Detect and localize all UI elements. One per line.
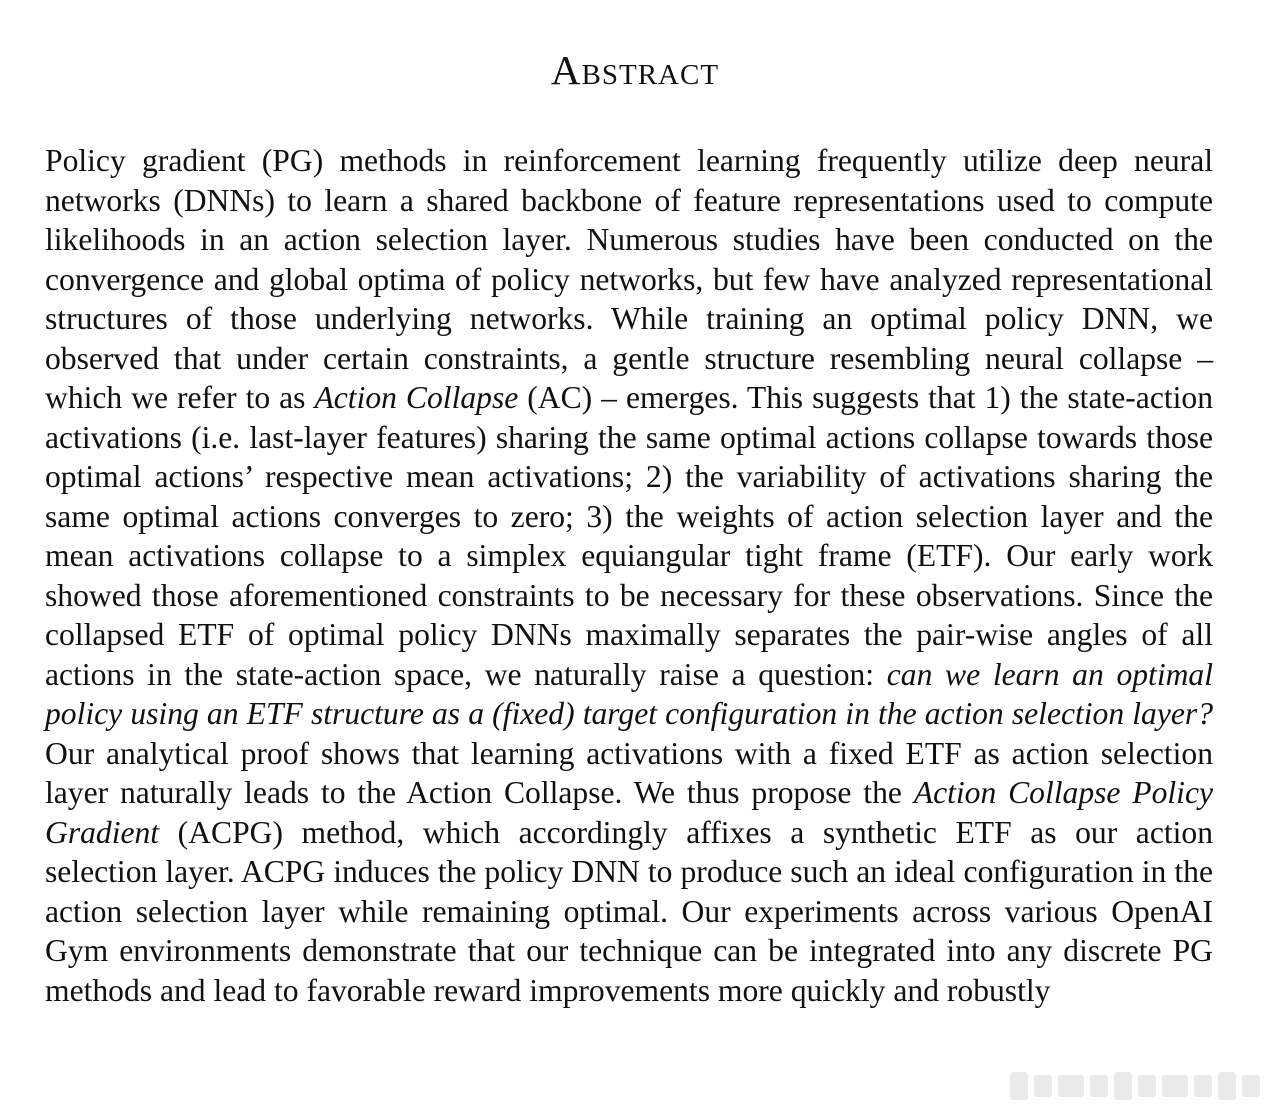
watermark-glyph bbox=[1058, 1075, 1084, 1097]
abstract-heading: Abstract bbox=[550, 47, 720, 93]
abstract-text-segment: Policy gradient (PG) methods in reinforcement learning frequently utilize deep neural networks (DNNs) to learn a shared backbone of feature representations used to compute likelihoods in an action selection layer. Numerous studies have been conducted on the convergence and global optima of policy networks, but few have analyzed representational structures of those underlying networks. While training an optimal policy DNN, we observed that under certain constraints, a gentle structure resembling neural collapse – which we refer to as bbox=[45, 143, 1213, 415]
watermark-glyph bbox=[1138, 1075, 1156, 1097]
watermark-glyph bbox=[1010, 1072, 1028, 1100]
watermark-glyph bbox=[1034, 1075, 1052, 1097]
abstract-italic-segment: can we learn an optimal policy using an ETF structure as a (fixed) target configuration in the action selection layer? bbox=[45, 656, 1213, 731]
abstract-italic-segment: Action Collapse Policy Gradient bbox=[45, 775, 1213, 850]
watermark-glyph bbox=[1162, 1075, 1188, 1097]
watermark-logo bbox=[960, 1068, 1260, 1104]
watermark-glyph bbox=[1218, 1072, 1236, 1100]
abstract-text-segment: (ACPG) method, which accordingly affixes a synthetic ETF as our action selection layer. ACPG induces the policy DNN to produce such an ideal configuration in the action selection layer while remaining optimal. Our experiments across various OpenAI Gym environments demonstrate that our technique can be integrated into any discrete PG methods and lead to favorable reward improvements more quickly and robustly bbox=[45, 814, 1213, 1008]
watermark-glyph bbox=[1090, 1075, 1108, 1097]
abstract-italic-segment: Action Collapse bbox=[314, 380, 519, 415]
watermark-glyph bbox=[1194, 1075, 1212, 1097]
watermark-glyph bbox=[1114, 1072, 1132, 1100]
watermark-glyph bbox=[1242, 1075, 1260, 1097]
abstract-text-segment: (AC) – emerges. This suggests that 1) the state-action activations (i.e. last-layer features) sharing the same optimal actions collapse towards those optimal actions’ respective mean activations; 2) the variability of activations sharing the same optimal actions converges to zero; 3) the weights of action selection layer and the mean activations collapse to a simplex equiangular tight frame (ETF). Our early work showed those aforementioned constraints to be necessary for these observations. Since the collapsed ETF of optimal policy DNNs maximally separates the pair-wise angles of all actions in the state-action space, we naturally raise a question: bbox=[45, 380, 1213, 692]
abstract-text-segment: Our analytical proof shows that learning activations with a fixed ETF as action selection layer naturally leads to the Action Collapse. We thus propose the bbox=[45, 735, 1213, 810]
abstract-paragraph bbox=[45, 141, 1213, 1010]
